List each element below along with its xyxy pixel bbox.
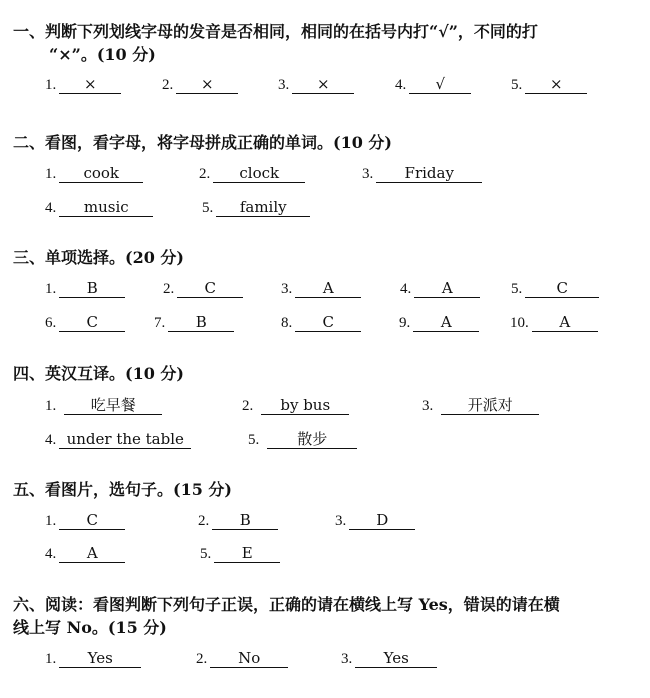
answer-item: 5. C <box>511 276 599 301</box>
answer-blank: Yes <box>59 649 141 668</box>
answer-blank: cook <box>59 164 143 183</box>
answer-blank: C <box>177 279 243 298</box>
answer-item: 7. B <box>154 310 234 335</box>
answer-item: 5. family <box>202 195 310 220</box>
answer-item: 2. by bus <box>242 393 349 418</box>
answer-item: 8. C <box>281 310 361 335</box>
answer-item: 6. C <box>45 310 125 335</box>
answer-blank: × <box>292 75 354 94</box>
answer-item: 2. clock <box>199 161 305 186</box>
answer-item: 4. A <box>400 276 480 301</box>
answer-item: 1. B <box>45 276 125 301</box>
answer-blank: by bus <box>261 396 349 415</box>
section-4-heading: 四、英汉互译。(10 分) <box>13 364 184 383</box>
answer-blank: A <box>59 544 125 563</box>
answer-blank: × <box>525 75 587 94</box>
answer-blank: B <box>59 279 125 298</box>
answer-blank: √ <box>409 75 471 94</box>
section-5-heading: 五、看图片，选句子。(15 分) <box>13 480 232 499</box>
answer-blank: music <box>59 198 153 217</box>
answer-blank: × <box>59 75 121 94</box>
answer-item: 2. × <box>162 72 238 97</box>
answer-item: 1. 吃早餐 <box>45 393 162 418</box>
answer-item: 3. Yes <box>341 646 437 671</box>
answer-blank: C <box>525 279 599 298</box>
answer-item: 2. B <box>198 508 278 533</box>
answer-item: 2. No <box>196 646 288 671</box>
answer-blank: Yes <box>355 649 437 668</box>
answer-blank: C <box>295 313 361 332</box>
answer-item: 1. × <box>45 72 121 97</box>
answer-item: 5. 散步 <box>248 427 357 452</box>
section-3-heading: 三、单项选择。(20 分) <box>13 248 184 267</box>
answer-blank: A <box>413 313 479 332</box>
answer-blank: A <box>414 279 480 298</box>
answer-item: 3. 开派对 <box>422 393 539 418</box>
answer-blank: B <box>212 511 278 530</box>
answer-item: 9. A <box>399 310 479 335</box>
section-1-heading-line2: “×”。(10 分) <box>49 45 156 64</box>
section-1-heading-line1: 一、判断下列划线字母的发音是否相同，相同的在括号内打“√”，不同的打 <box>13 22 538 41</box>
section-2-heading: 二、看图，看字母，将字母拼成正确的单词。(10 分) <box>13 133 392 152</box>
answer-item: 2. C <box>163 276 243 301</box>
answer-blank: C <box>59 511 125 530</box>
answer-blank: 开派对 <box>441 396 539 415</box>
answer-item: 10. A <box>510 310 598 335</box>
answer-item: 1. Yes <box>45 646 141 671</box>
answer-item: 3. × <box>278 72 354 97</box>
answer-item: 3. A <box>281 276 361 301</box>
answer-item: 4. under the table <box>45 427 191 452</box>
answer-item: 1. C <box>45 508 125 533</box>
answer-item: 4. music <box>45 195 153 220</box>
answer-blank: Friday <box>376 164 482 183</box>
section-6-heading-line1: 六、阅读：看图判断下列句子正误，正确的请在横线上写 Yes，错误的请在横 <box>13 595 560 614</box>
answer-item: 5. × <box>511 72 587 97</box>
answer-blank: clock <box>213 164 305 183</box>
answer-blank: C <box>59 313 125 332</box>
answer-item: 3. D <box>335 508 415 533</box>
answer-item: 4. √ <box>395 72 471 97</box>
answer-item: 5. E <box>200 541 280 566</box>
answer-blank: E <box>214 544 280 563</box>
answer-blank: × <box>176 75 238 94</box>
answer-blank: A <box>532 313 598 332</box>
answer-item: 1. cook <box>45 161 143 186</box>
answer-blank: No <box>210 649 288 668</box>
answer-item: 4. A <box>45 541 125 566</box>
answer-item: 3. Friday <box>362 161 482 186</box>
answer-blank: under the table <box>59 430 191 449</box>
answer-blank: D <box>349 511 415 530</box>
answer-blank: A <box>295 279 361 298</box>
section-6-heading-line2: 线上写 No。(15 分) <box>13 618 167 637</box>
answer-blank: 散步 <box>267 430 357 449</box>
answer-blank: 吃早餐 <box>64 396 162 415</box>
answer-blank: family <box>216 198 310 217</box>
answer-blank: B <box>168 313 234 332</box>
